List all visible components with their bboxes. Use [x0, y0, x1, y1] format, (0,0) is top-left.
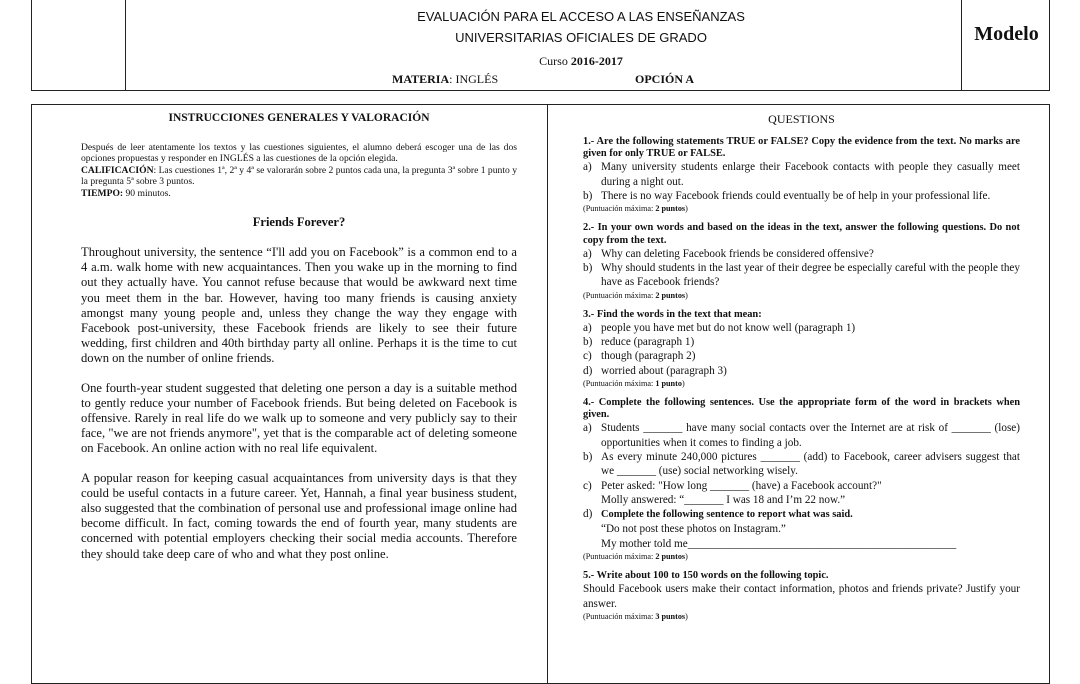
question-3-points: [583, 378, 1020, 389]
item-text: There is no way Facebook friends could eventually be of help in your professional life.: [601, 190, 991, 202]
item-label: a): [583, 422, 592, 435]
points-label: (Puntuación máxima:: [583, 552, 656, 562]
header-title-line1: EVALUACIÓN PARA EL ACCESO A LAS ENSEÑANZAS: [417, 9, 745, 24]
item-text: Many university students enlarge their Facebook contacts with people they casually meet during a night out.: [601, 161, 1020, 188]
points-label: (Puntuación máxima:: [583, 611, 656, 621]
article-paragraph-3: A popular reason for keeping casual acquaintances from university days is that they could be useful contacts in a future career. Yet, Hannah, a final year business student, also suggested that the combination of personal use and professional image online had become difficult. In fact, coming towards the end of fourth year, many students are concerned with potential employers checking their social media accounts. Therefore they should take deep care of who and what they post online.: [81, 470, 517, 561]
course-label: Curso: [539, 54, 568, 68]
time-detail: 90 minutos.: [123, 187, 171, 199]
question-1-heading: 1.- Are the following statements TRUE or FALSE? Copy the evidence from the text. No marks are given for only TRUE or FALSE.: [583, 136, 1020, 160]
question-4c: [583, 479, 1020, 493]
question-4-points: [583, 551, 1020, 562]
item-label: c): [583, 479, 592, 492]
item-label: b): [583, 450, 593, 463]
question-5-text: Should Facebook users make their contact information, photos and friends private? Justify your answer.: [583, 583, 1020, 610]
question-1: [583, 136, 1020, 214]
question-3c: [583, 349, 1020, 363]
question-2: [583, 222, 1020, 300]
points-label: (Puntuación máxima:: [583, 378, 656, 388]
item-label: d): [583, 364, 593, 377]
item-text: worried about (paragraph 3): [601, 364, 727, 377]
item-label: a): [583, 161, 592, 174]
course-value: 2016-2017: [570, 54, 623, 68]
question-5-heading: 5.- Write about 100 to 150 words on the following topic.: [583, 570, 829, 582]
grading-text: [81, 165, 517, 188]
item-label: b): [583, 336, 593, 349]
question-5: [583, 570, 1020, 622]
grading-detail: : Las cuestiones 1ª, 2ª y 4ª se valorarán sobre 2 puntos cada una, la pregunta 3ª sobre 1 punto y la pregunta 5ª sobre 3 puntos.: [81, 164, 517, 188]
question-1-points: [583, 203, 1020, 214]
question-3d: [583, 364, 1020, 378]
right-column: [583, 112, 1020, 630]
article-title: Friends Forever?: [252, 215, 346, 230]
question-4c-second-line: Molly answered: “_______ I was 18 and I’m 22 now.”: [601, 493, 846, 506]
question-3: [583, 309, 1020, 389]
points-label: (Puntuación máxima:: [583, 204, 656, 214]
question-3a: [583, 321, 1020, 335]
points-close: ): [685, 204, 688, 214]
item-label: a): [583, 321, 592, 334]
time-label: TIEMPO:: [81, 187, 124, 199]
question-2a: [583, 247, 1020, 261]
article-paragraph-1: Throughout university, the sentence “I'll add you on Facebook” is a common end to a 4 a.m. walk home with new acquaintances. Then you wake up in the morning to find out they actually have. You cannot refuse because that would be awkward next time you meet them in the bar. However, having too many friends is causing anxiety amongst many young people and, unless they change the way they engage with Facebook post-university, these Facebook friends are likely to see their future wedding, first children and 40th birthday party all online. Perhaps it is the time to cut down on the number of online friends.: [81, 245, 517, 366]
question-2-points: [583, 290, 1020, 301]
grading-label: CALIFICACIÓN: [81, 164, 154, 176]
points-close: ): [685, 290, 688, 300]
instructions-block: [81, 142, 517, 199]
question-3b: [583, 335, 1020, 349]
question-5-points: [583, 611, 1020, 622]
question-4d-heading: Complete the following sentence to report what was said.: [601, 509, 853, 521]
option-label: OPCIÓN A: [635, 72, 695, 86]
points-value: 1 punto: [655, 378, 682, 388]
item-text: Peter asked: "How long _______ (have) a Facebook account?": [601, 479, 882, 492]
question-2b: [583, 261, 1020, 290]
header-title-line2: UNIVERSITARIAS OFICIALES DE GRADO: [455, 30, 707, 45]
item-text: Why can deleting Facebook friends be considered offensive?: [601, 247, 874, 260]
item-label: c): [583, 350, 592, 363]
question-4: [583, 397, 1020, 562]
item-text: Students _______ have many social contacts over the Internet are at risk of _______ (lose) opportunities when it comes to finding a job.: [601, 422, 1020, 449]
item-label: b): [583, 190, 593, 202]
points-close: ): [681, 378, 685, 388]
question-4-heading: 4.- Complete the following sentences. Use the appropriate form of the word in brackets when given.: [583, 396, 1020, 421]
question-3-heading: 3.- Find the words in the text that mean:: [583, 308, 762, 320]
question-1b: [583, 189, 1020, 203]
points-label: (Puntuación máxima:: [583, 290, 656, 300]
points-value: 2 puntos: [655, 552, 686, 562]
question-4a: [583, 421, 1020, 450]
item-text: As every minute 240,000 pictures _______ (add) to Facebook, career advisers suggest that we _______ (use) social networking wisely.: [601, 450, 1020, 478]
item-text: reduce (paragraph 1): [601, 336, 695, 349]
header-divider-left: [125, 0, 126, 90]
item-text: people you have met but do not know well (paragraph 1): [601, 321, 856, 334]
subject-value: : INGLÉS: [449, 72, 499, 86]
instructions-title: INSTRUCCIONES GENERALES Y VALORACIÓN: [168, 112, 430, 124]
points-value: 2 puntos: [655, 204, 686, 214]
question-4b: [583, 450, 1020, 479]
points-close: ): [685, 611, 688, 621]
item-label: b): [583, 262, 593, 274]
question-4d-answer-line: My mother told me________________________________________________: [601, 537, 957, 550]
question-4d-quote: “Do not post these photos on Instagram.”: [601, 523, 786, 536]
model-label: Modelo: [974, 23, 1039, 45]
item-label: d): [583, 508, 593, 521]
question-1a: [583, 160, 1020, 189]
item-label: a): [583, 247, 592, 260]
article-paragraph-2: One fourth-year student suggested that deleting one person a day is a suitable method to gently reduce your number of Facebook friends. But being deleted on Facebook is offensive. Rarely in real life do we walk up to someone and very publicly say to their face, "we are not friends anymore", yet that is the comparable act of deleting someone on Facebook. An online action with no real life equivalent.: [81, 380, 517, 456]
subject-label: MATERIA: [392, 72, 450, 86]
points-value: 2 puntos: [655, 290, 686, 300]
item-text: Why should students in the last year of their degree be especially careful with the people they have as Facebook friends?: [601, 262, 1020, 289]
course-year: [372, 54, 790, 69]
exam-header: [31, 0, 1050, 91]
subject: [392, 72, 498, 87]
instructions-text: Después de leer atentamente los textos y las cuestiones siguientes, el alumno deberá escoger una de las dos opciones propuestas y responder en INGLÉS a las cuestiones de la opción elegida.: [81, 142, 517, 165]
time-text: [81, 188, 517, 199]
questions-title: QUESTIONS: [768, 112, 835, 126]
question-4d: [583, 507, 1020, 522]
item-text: though (paragraph 2): [601, 350, 696, 363]
points-value: 3 puntos: [655, 611, 686, 621]
points-close: ): [685, 552, 688, 562]
left-column: [81, 112, 517, 576]
column-divider: [547, 105, 548, 683]
question-2-heading: 2.- In your own words and based on the ideas in the text, answer the following questions. Do not copy from the text.: [583, 222, 1020, 246]
